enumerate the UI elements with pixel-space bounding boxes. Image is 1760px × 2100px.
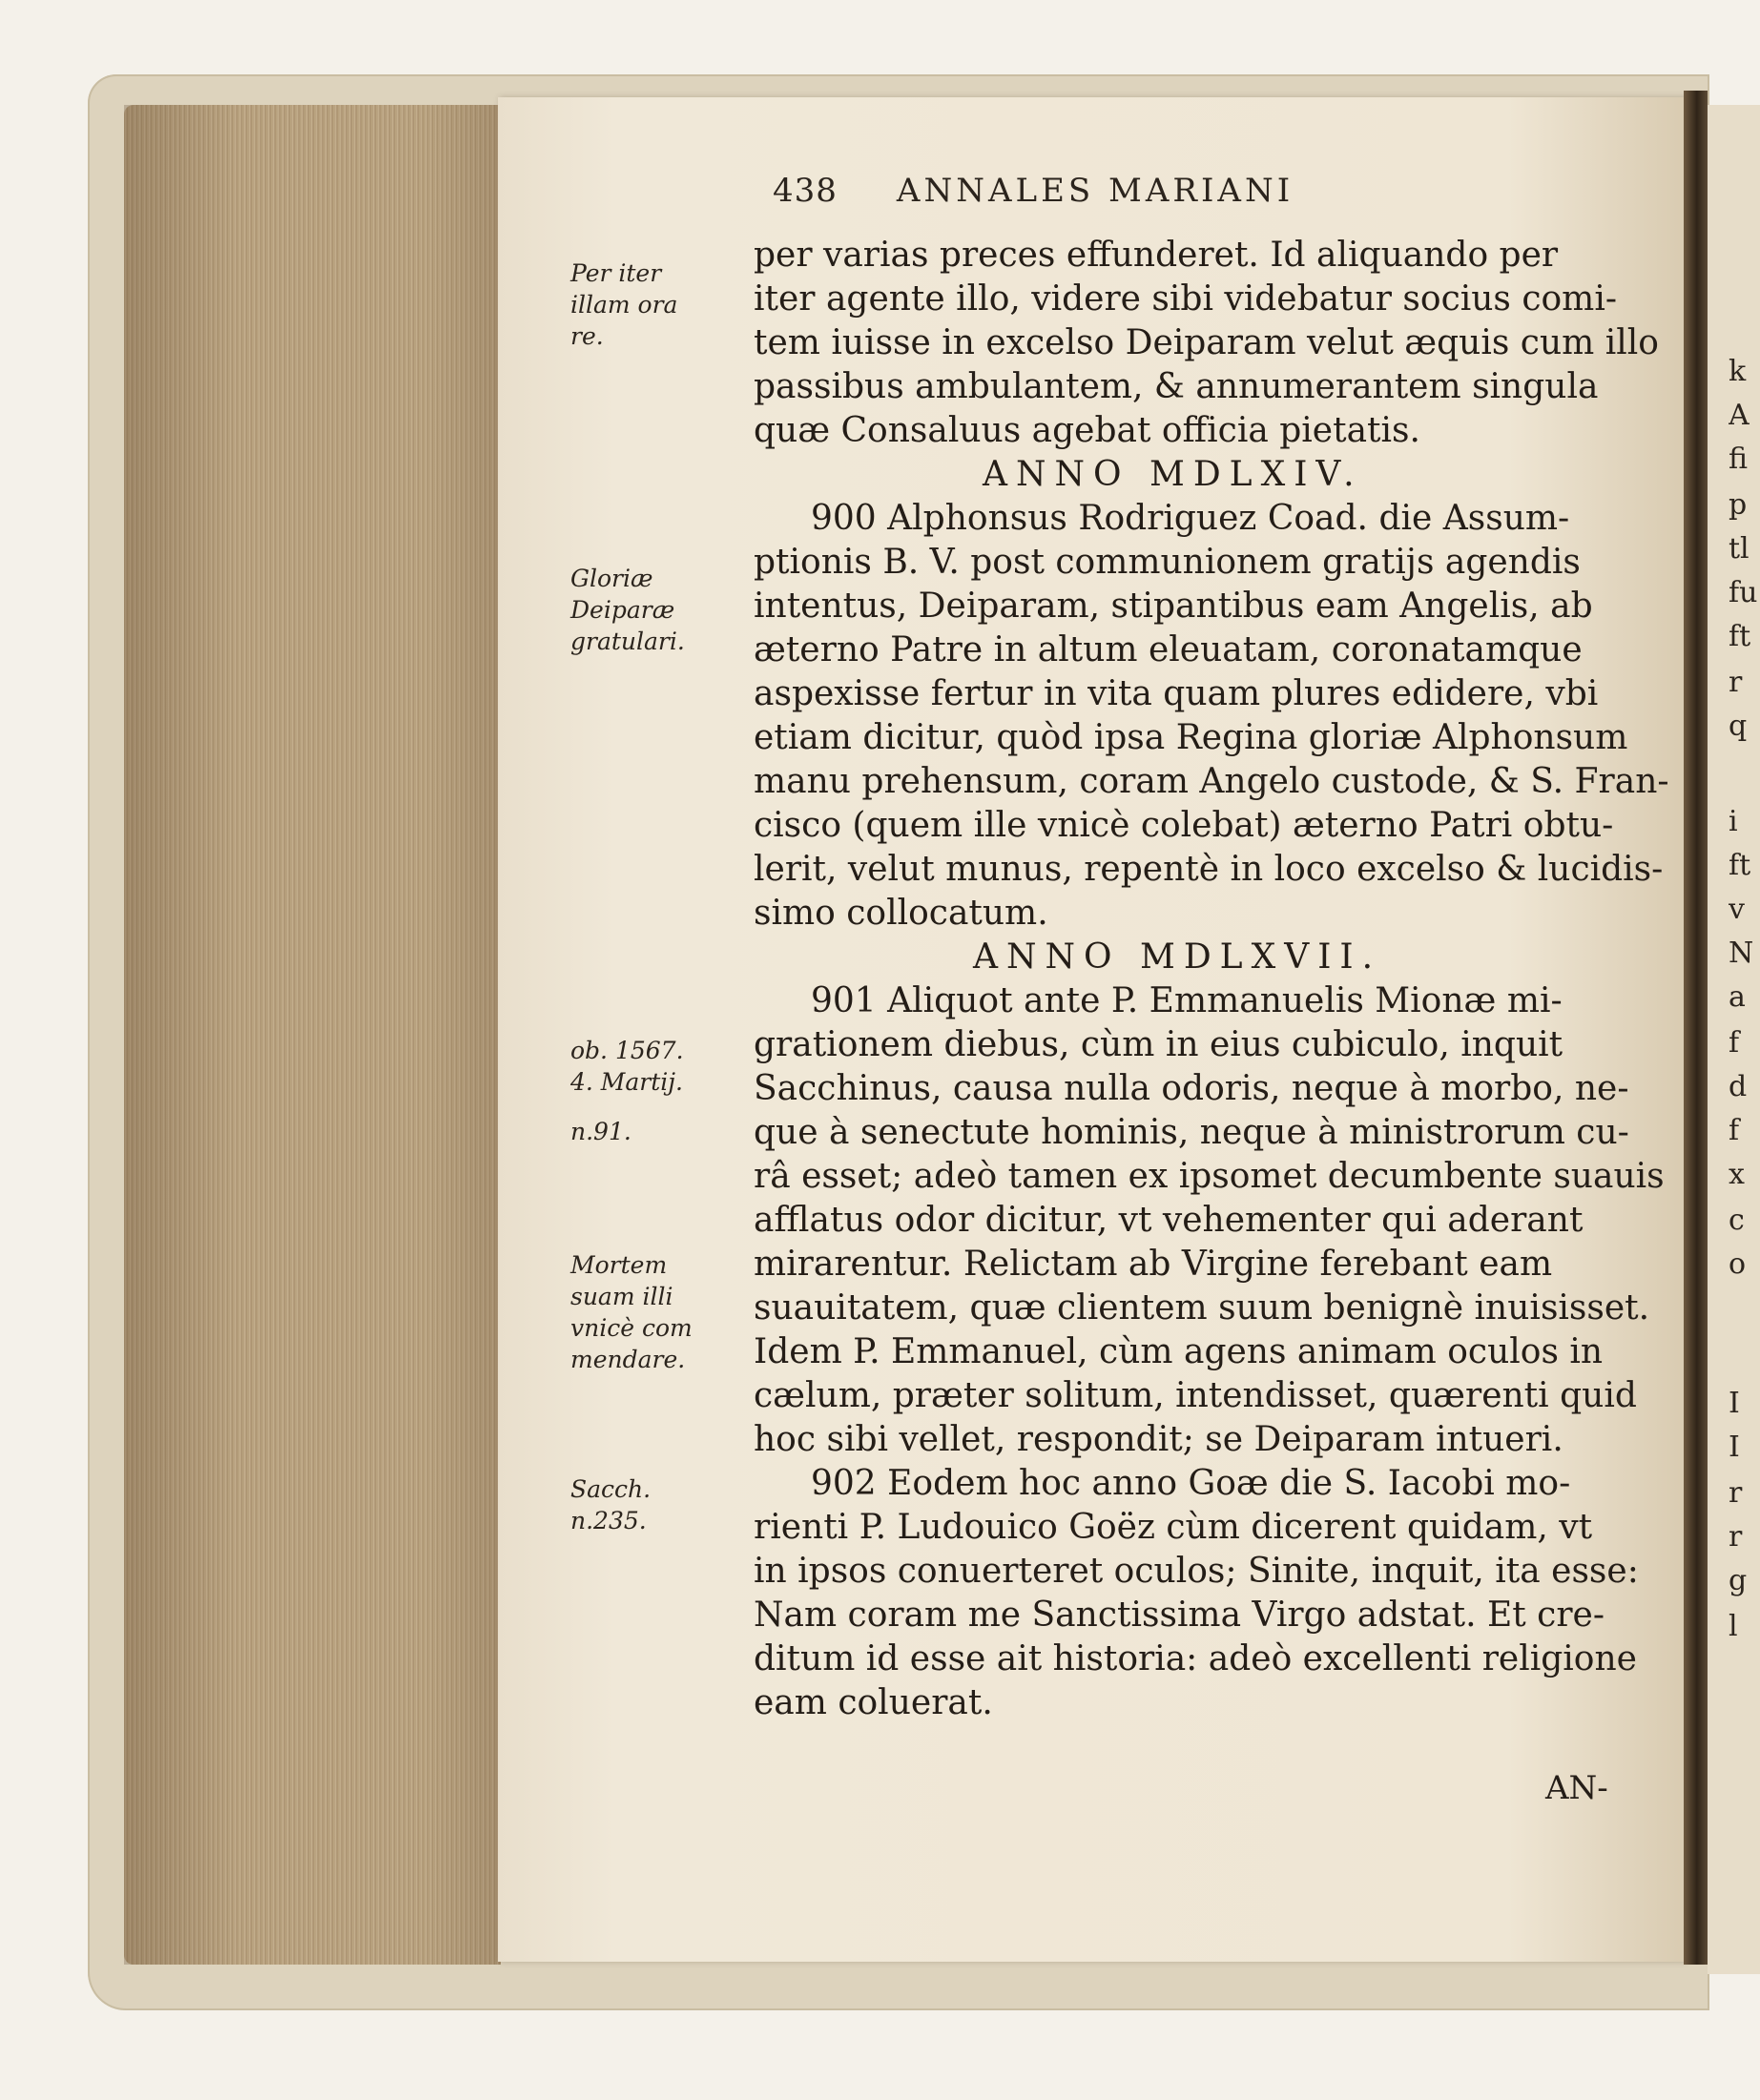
margin-note — [570, 257, 737, 352]
text-line: cælum, præter solitum, intendisset, quærenti quid — [754, 1376, 1637, 1415]
page-number: 438 — [773, 172, 838, 210]
page-edges-shade — [124, 105, 501, 1965]
text-line: lerit, velut munus, repentè in loco excelso & lucidis- — [754, 850, 1664, 889]
text-line: eam coluerat. — [754, 1683, 993, 1722]
margin-note — [570, 1116, 737, 1147]
next-page-fragment: k — [1729, 355, 1747, 387]
next-page-fragment: v — [1729, 893, 1745, 925]
text-line: passibus ambulantem, & annumerantem singula — [754, 367, 1599, 406]
next-page-fragment: r — [1729, 666, 1743, 698]
text-line: tem iuisse in excelso Deiparam velut æquis cum illo — [754, 323, 1659, 362]
text-line: afflatus odor dicitur, vt vehementer qui aderant — [754, 1201, 1584, 1240]
next-page-fragment: g — [1729, 1564, 1748, 1596]
margin-note — [570, 563, 737, 657]
text-line: aspexisse fertur in vita quam plures edidere, vbi — [754, 674, 1599, 713]
next-page-fragment: fi — [1729, 443, 1749, 475]
text-line: hoc sibi vellet, respondit; se Deiparam intueri. — [754, 1420, 1563, 1459]
margin-note-line: n.91. — [570, 1118, 632, 1145]
next-page-fragment: r — [1729, 1520, 1743, 1553]
text-line: manu prehensum, coram Angelo custode, & S. Fran- — [754, 762, 1669, 801]
margin-note-line: 4. Martij. — [570, 1068, 683, 1096]
next-page-fragment: A — [1729, 399, 1750, 431]
text-line: Sacchinus, causa nulla odoris, neque à morbo, ne- — [754, 1069, 1629, 1108]
next-page-fragment: a — [1729, 980, 1746, 1013]
next-page-fragment: f — [1729, 1114, 1740, 1146]
text-line: per varias preces effunderet. Id aliquando per — [754, 236, 1559, 275]
text-line: rienti P. Ludouico Goëz cùm dicerent quidam, vt — [754, 1508, 1593, 1547]
text-line: ptionis B. V. post communionem gratijs agendis — [754, 543, 1581, 582]
next-page-fragment: tl — [1729, 532, 1750, 565]
next-page-fragment: ft — [1729, 620, 1751, 652]
text-line: iter agente illo, videre sibi videbatur socius comi- — [754, 279, 1617, 319]
next-page-fragment: l — [1729, 1610, 1738, 1642]
next-page-fragment: r — [1729, 1476, 1743, 1509]
margin-note-line: illam ora — [570, 291, 678, 319]
text-line: simo collocatum. — [754, 894, 1048, 933]
catchword: AN- — [1545, 1769, 1608, 1807]
margin-note-line: mendare. — [570, 1346, 686, 1373]
margin-note-line: n.235. — [570, 1507, 647, 1534]
next-page-fragment: fu — [1729, 576, 1758, 608]
margin-note-line: Gloriæ — [570, 565, 653, 592]
margin-note-line: gratulari. — [570, 628, 685, 655]
next-page-fragment: d — [1729, 1070, 1748, 1102]
next-page-fragment: N — [1729, 937, 1754, 969]
margin-note — [570, 1035, 737, 1098]
margin-note-line: Mortem — [570, 1251, 668, 1279]
next-page-fragment: i — [1729, 805, 1738, 837]
next-page-fragment: o — [1729, 1247, 1747, 1280]
next-page-fragment: ft — [1729, 849, 1751, 881]
text-line: râ esset; adeò tamen ex ipsomet decumbente suauis — [754, 1157, 1665, 1196]
next-page-fragment: I — [1729, 1431, 1740, 1463]
margin-note — [570, 1249, 737, 1375]
margin-note-line: suam illi — [570, 1283, 673, 1310]
next-page-fragment: q — [1729, 710, 1748, 742]
text-line: que à senectute hominis, neque à ministrorum cu- — [754, 1113, 1629, 1152]
text-line: 900 Alphonsus Rodriguez Coad. die Assum- — [811, 499, 1570, 538]
next-page-fragment: x — [1729, 1158, 1745, 1190]
next-page-fragment: p — [1729, 488, 1748, 521]
year-heading: ANNO MDLXVII. — [973, 937, 1382, 977]
year-heading: ANNO MDLXIV. — [983, 455, 1363, 494]
text-line: intentus, Deiparam, stipantibus eam Angelis, ab — [754, 587, 1593, 626]
text-line: mirarentur. Relictam ab Virgine ferebant eam — [754, 1245, 1553, 1284]
text-line: quæ Consaluus agebat officia pietatis. — [754, 411, 1420, 450]
margin-note — [570, 1473, 737, 1536]
running-title: ANNALES MARIANI — [896, 172, 1294, 210]
text-line: in ipsos conuerteret oculos; Sinite, inquit, ita esse: — [754, 1552, 1639, 1591]
next-page-fragment: c — [1729, 1204, 1745, 1236]
margin-note-line: ob. 1567. — [570, 1037, 684, 1064]
text-line: æterno Patre in altum eleuatam, coronatamque — [754, 630, 1583, 669]
margin-note-line: Sacch. — [570, 1475, 652, 1503]
text-line: grationem diebus, cùm in eius cubiculo, inquit — [754, 1025, 1563, 1064]
text-line: cisco (quem ille vnicè colebat) æterno Patri obtu- — [754, 806, 1614, 845]
text-line: 902 Eodem hoc anno Goæ die S. Iacobi mo- — [811, 1464, 1571, 1503]
text-line: Nam coram me Sanctissima Virgo adstat. Et cre- — [754, 1596, 1605, 1635]
text-line: 901 Aliquot ante P. Emmanuelis Mionæ mi- — [811, 981, 1563, 1020]
margin-note-line: Deiparæ — [570, 596, 675, 624]
book-gutter — [1684, 91, 1708, 1965]
text-line: Idem P. Emmanuel, cùm agens animam oculos in — [754, 1332, 1604, 1371]
next-page-fragment: f — [1729, 1026, 1740, 1059]
text-line: etiam dicitur, quòd ipsa Regina gloriæ Alphonsum — [754, 718, 1628, 757]
margin-note-line: Per iter — [570, 259, 662, 287]
running-head — [773, 172, 1294, 210]
text-line: ditum id esse ait historia: adeò excellenti religione — [754, 1639, 1637, 1678]
margin-note-line: re. — [570, 322, 604, 350]
next-page-fragment: I — [1729, 1387, 1740, 1419]
text-line: suauitatem, quæ clientem suum benignè inuisisset. — [754, 1288, 1650, 1328]
margin-note-line: vnicè com — [570, 1314, 693, 1342]
